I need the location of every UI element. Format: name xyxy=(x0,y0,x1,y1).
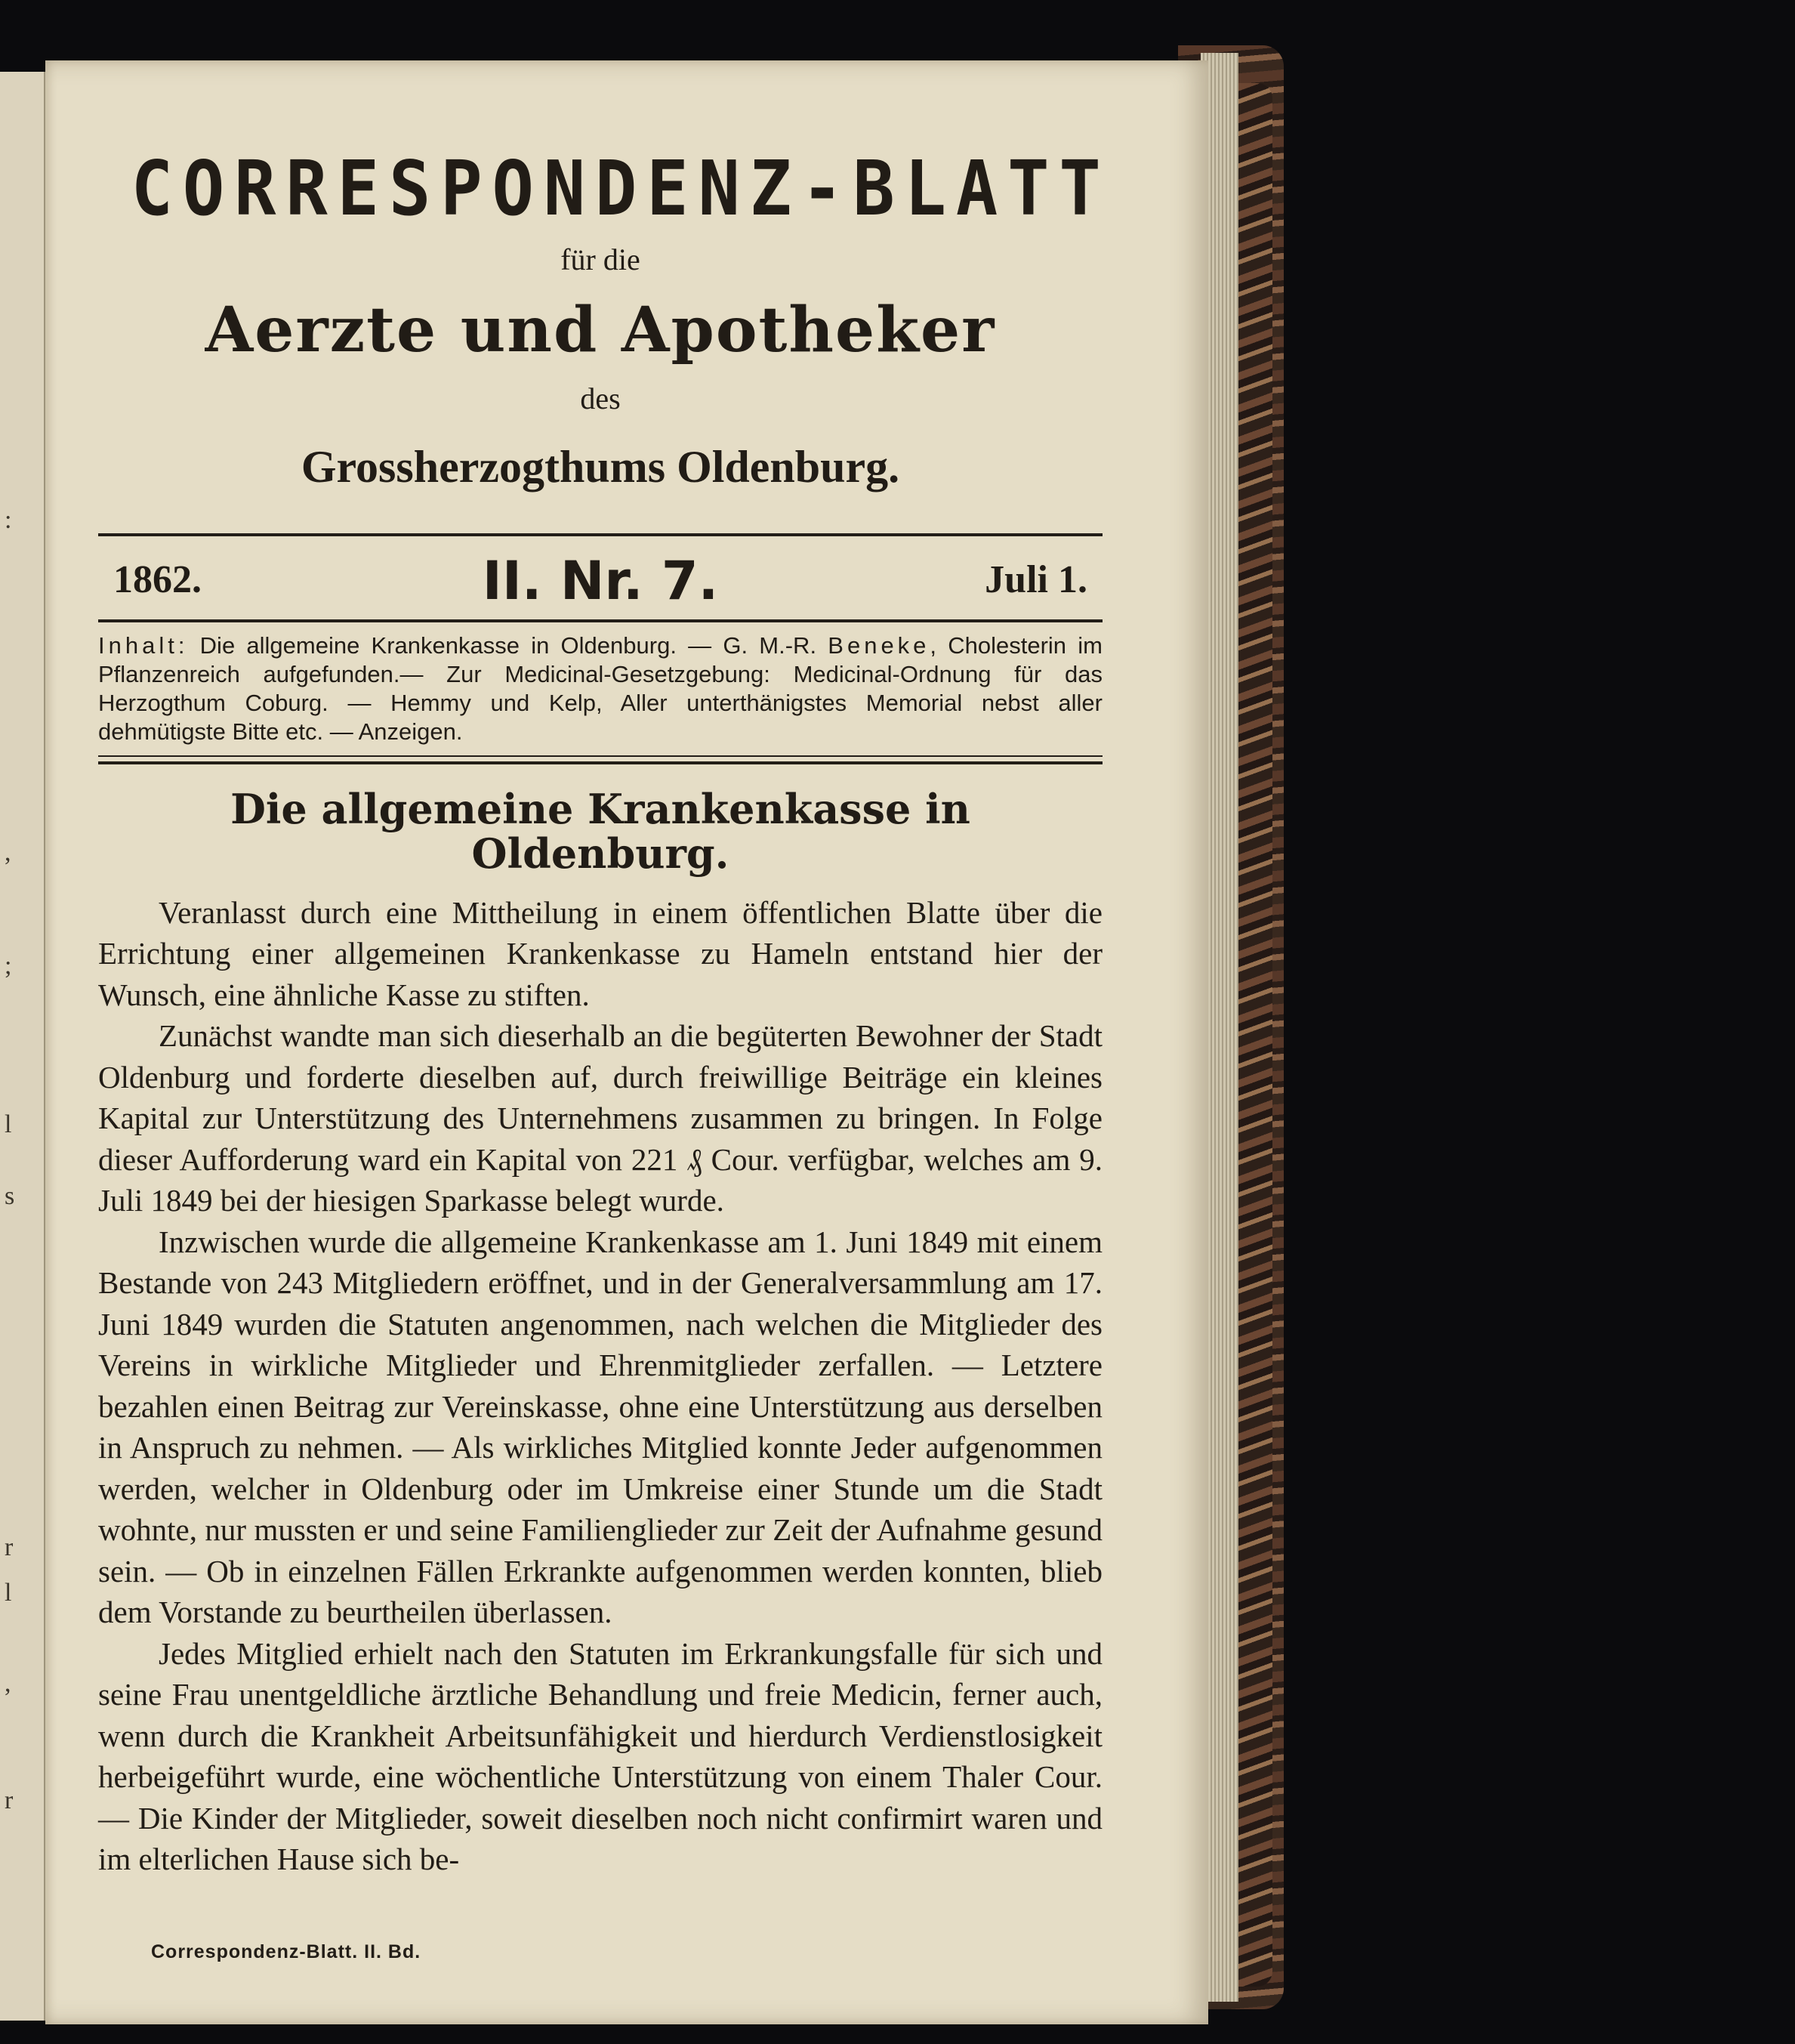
journal-page xyxy=(45,60,1208,2024)
article-paragraph: Inzwischen wurde die allgemeine Krankenkasse am 1. Juni 1849 mit einem Bestande von 243 Mitgliedern eröffnet, und in der Generalversammlung am 17. Juni 1849 wurden die Statuten angenommen, nach welchen die Mitglieder des Vereins in wirkliche Mitglieder und Ehrenmitglieder zerfallen. — Letztere bezahlen einen Beitrag zur Vereinskasse, ohne eine Unterstützung aus derselben in Anspruch zu nehmen. — Als wirkliches Mitglied konnte Jeder aufgenommen werden, welcher in Oldenburg oder im Umkreise einer Stunde um die Stadt wohnte, nur mussten er und seine Familienglieder zur Zeit der Aufnahme gesund sein. — Ob in einzelnen Fällen Erkrankte aufgenommen werden konnten, blieb dem Vorstande zu beurtheilen überlassen. xyxy=(98,1224,1103,1630)
contents-rule-2 xyxy=(98,761,1103,764)
margin-fragment: , xyxy=(5,1669,11,1697)
previous-page-edge xyxy=(0,72,46,2021)
masthead-subtitle: Aerzte und Apotheker xyxy=(205,294,996,366)
issue-line xyxy=(98,536,1103,619)
marbled-binding xyxy=(1238,83,1272,1987)
margin-fragment: : xyxy=(5,506,12,534)
article-paragraph: Veranlasst durch eine Mittheilung in einem öffentlichen Blatte über die Errichtung einer allgemeinen Krankenkasse zu Hameln entstand hier der Wunsch, eine ähnliche Kasse zu stiften. xyxy=(98,894,1103,1012)
contents-rule-1 xyxy=(98,755,1103,757)
issue-date: Juli 1. xyxy=(985,558,1087,601)
contents-text-a: Die allgemeine Krankenkasse in Oldenburg. — G. M.-R. xyxy=(199,632,817,659)
masthead-region: Grossherzogthums Oldenburg. xyxy=(301,442,900,492)
article-title: Die allgemeine Krankenkasse in Oldenburg. xyxy=(230,785,970,878)
contents-author: Beneke xyxy=(828,632,930,659)
page-content xyxy=(98,144,1111,1880)
masthead-title: CORRESPONDENZ-BLATT xyxy=(131,144,1111,233)
margin-fragment: l xyxy=(5,1579,12,1607)
masthead-fuer-die: für die xyxy=(560,242,640,276)
margin-fragment: l xyxy=(5,1110,12,1138)
margin-fragment: ; xyxy=(5,952,12,980)
margin-fragment: , xyxy=(5,838,11,866)
article-body xyxy=(98,892,1103,1880)
issue-number: II. Nr. 7. xyxy=(482,550,719,612)
table-of-contents xyxy=(98,622,1103,755)
margin-fragment: s xyxy=(5,1182,15,1210)
issue-year: 1862. xyxy=(113,558,202,601)
margin-fragment: r xyxy=(5,1786,14,1814)
signature-line: Correspondenz-Blatt. II. Bd. xyxy=(151,1941,421,1962)
article-paragraph: Jedes Mitglied erhielt nach den Statuten im Erkrankungsfalle für sich und seine Frau unentgeldliche ärztliche Behandlung und freie Medicin, ferner auch, wenn durch die Krankheit Arbeitsunfähigkeit und hierdurch Verdienstlosigkeit herbeigeführt wurde, eine wöchentliche Unterstützung von einem Thaler Cour. — Die Kinder der Mitglieder, soweit dieselben noch nicht confirmirt waren und im elterlichen Hause sich be- xyxy=(98,1635,1103,1877)
contents-label: Inhalt: xyxy=(98,632,189,659)
masthead-des: des xyxy=(580,381,621,415)
margin-fragment: r xyxy=(5,1533,14,1561)
article-paragraph: Zunächst wandte man sich dieserhalb an die begüterten Bewohner der Stadt Oldenburg und forderte dieselben auf, durch freiwillige Beiträge ein kleines Kapital zur Unterstützung des Unternehmens zusammen zu bringen. In Folge dieser Aufforderung ward ein Kapital von 221 ₰ Cour. verfügbar, welches am 9. Juli 1849 bei der hiesigen Sparkasse belegt wurde. xyxy=(98,1018,1103,1218)
contents-text-b: , Cholesterin im Pflanzenreich aufgefunden.— Zur Medicinal-Gesetzgebung: Medicinal-Ordnung für das Herzogthum Coburg. — Hemmy und Kelp, Aller unterthänigstes Memorial nebst aller dehmütigste Bitte etc. — Anzeigen. xyxy=(98,632,1103,745)
